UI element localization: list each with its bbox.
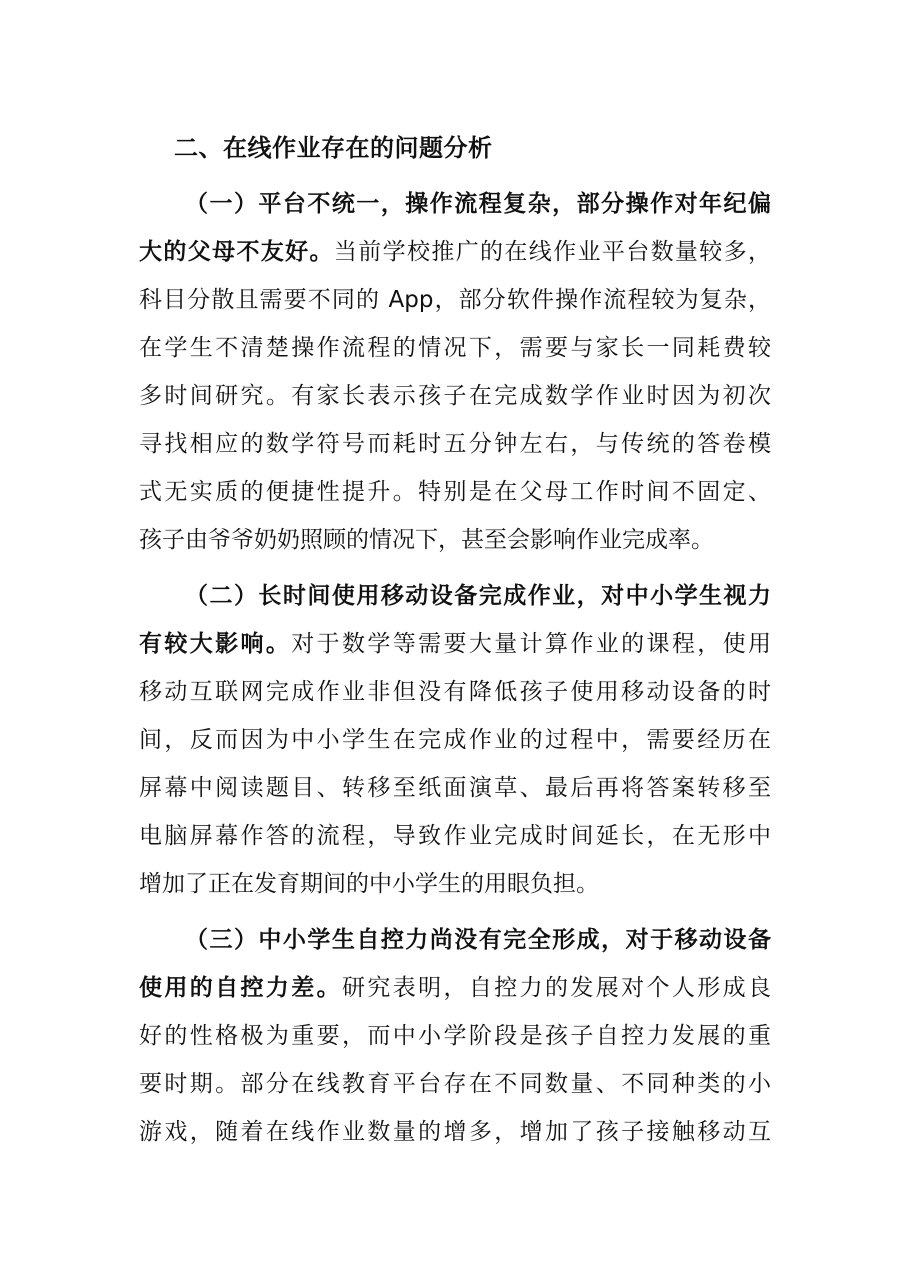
paragraph-line	[139, 236, 771, 268]
paragraph-text: 对于数学等需要大量计算作业的课程，使用	[291, 631, 771, 657]
paragraph-line: 游戏，随着在线作业数量的增多，增加了孩子接触移动互	[139, 1119, 771, 1145]
paragraph-line: 要时期。部分在线教育平台存在不同数量、不同种类的小	[139, 1071, 771, 1097]
paragraph-line	[185, 924, 771, 956]
paragraph-title: （三）中小学生自控力尚没有完全形成，对于移动设备	[185, 927, 771, 953]
paragraph-line	[185, 188, 771, 220]
paragraph-line	[139, 628, 771, 660]
paragraph-line: 科目分散且需要不同的 App，部分软件操作流程较为复杂，	[139, 287, 771, 313]
paragraph-line: 屏幕中阅读题目、转移至纸面演草、最后再将答案转移至	[139, 775, 771, 801]
paragraph-line: 孩子由爷爷奶奶照顾的情况下，甚至会影响作业完成率。	[139, 527, 714, 553]
paragraph-line: 多时间研究。有家长表示孩子在完成数学作业时因为初次	[139, 383, 771, 409]
paragraph-text: 研究表明，自控力的发展对个人形成良	[342, 975, 771, 1001]
paragraph-line: 寻找相应的数学符号而耗时五分钟左右，与传统的答卷模	[139, 431, 771, 457]
paragraph-line: 移动互联网完成作业非但没有降低孩子使用移动设备的时	[139, 679, 771, 705]
paragraph-line: 增加了正在发育期间的中小学生的用眼负担。	[139, 871, 599, 897]
section-heading: 二、在线作业存在的问题分析	[174, 134, 493, 162]
paragraph-line	[185, 580, 771, 612]
paragraph-title: （二）长时间使用移动设备完成作业，对中小学生视力	[185, 583, 771, 609]
paragraph-title: 有较大影响。	[139, 631, 292, 657]
paragraph-line	[139, 972, 771, 1004]
paragraph-line: 间，反而因为中小学生在完成作业的过程中，需要经历在	[139, 727, 771, 753]
paragraph-title: 大的父母不友好。	[139, 239, 334, 265]
paragraph-title: （一）平台不统一，操作流程复杂，部分操作对年纪偏	[185, 191, 771, 217]
paragraph-line: 在学生不清楚操作流程的情况下，需要与家长一同耗费较	[139, 335, 771, 361]
paragraph-line: 式无实质的便捷性提升。特别是在父母工作时间不固定、	[139, 479, 771, 505]
paragraph-line: 好的性格极为重要，而中小学阶段是孩子自控力发展的重	[139, 1023, 771, 1049]
paragraph-title: 使用的自控力差。	[139, 975, 342, 1001]
paragraph-text: 当前学校推广的在线作业平台数量较多，	[333, 239, 771, 265]
paragraph-line: 电脑屏幕作答的流程，导致作业完成时间延长，在无形中	[139, 823, 771, 849]
